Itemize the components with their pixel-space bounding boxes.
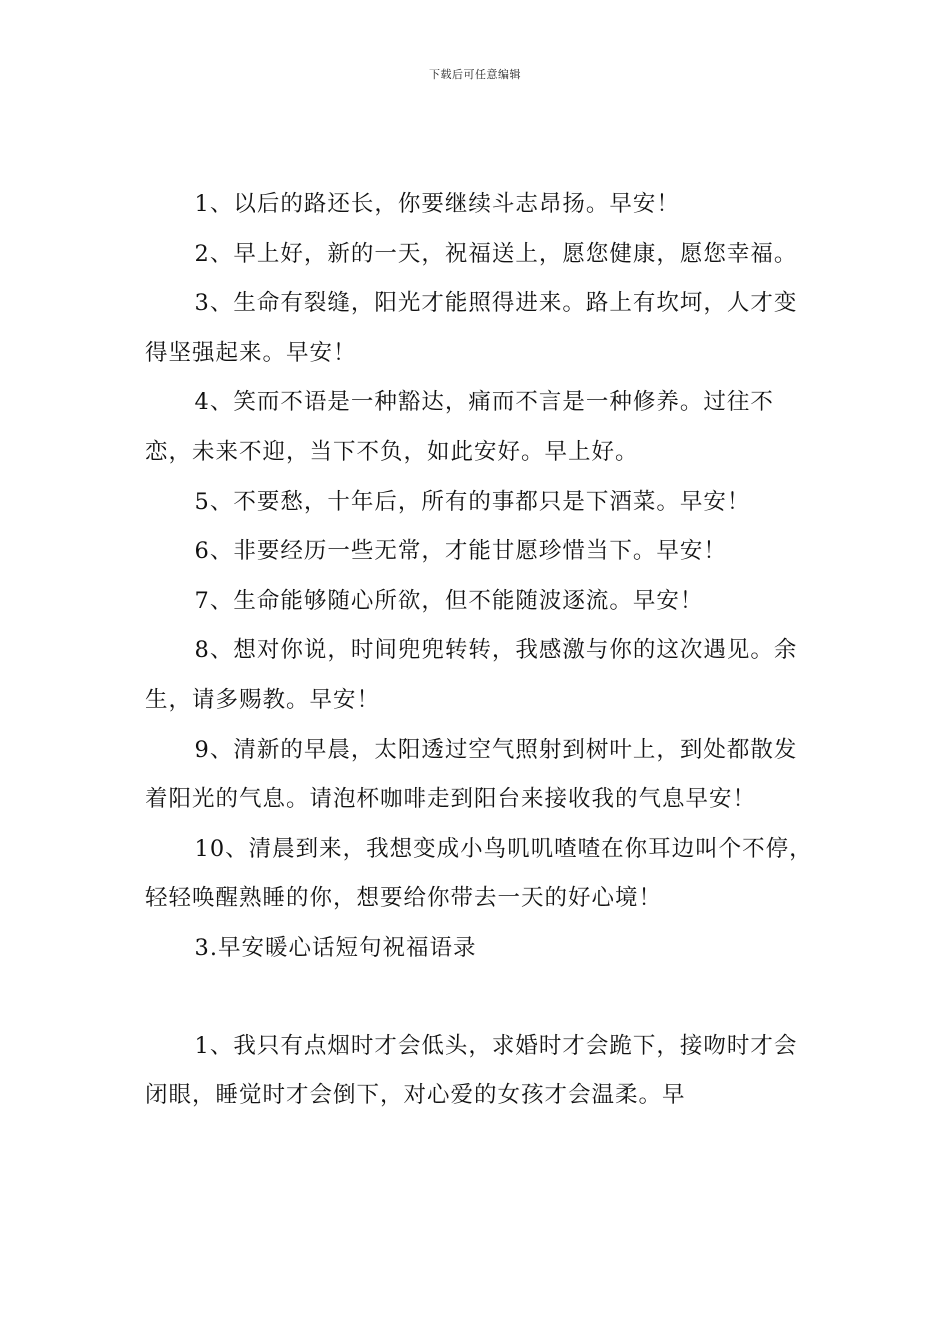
list-item: 2、早上好，新的一天，祝福送上，愿您健康，愿您幸福。 [194,240,798,267]
list-item: 3、生命有裂缝，阳光才能照得进来。路上有坎坷，人才变得坚强起来。早安！ [145,290,798,366]
list-item: 1、以后的路还长，你要继续斗志昂扬。早安！ [194,191,680,217]
list-item: 8、想对你说，时间兜兜转转，我感激与你的这次遇见。余生，请多赐教。早安！ [145,637,798,713]
page-header: 下载后可任意编辑 [429,68,521,81]
list-item: 7、生命能够随心所欲，但不能随波逐流。早安！ [194,587,704,614]
section-heading: 3.早安暖心话短句祝福语录 [194,934,477,961]
list-item: 9、清新的早晨，太阳透过空气照射到树叶上，到处都散发着阳光的气息。请泡杯咖啡走到阳台来接收我的气息早安！ [145,736,798,813]
list-item: 6、非要经历一些无常，才能甘愿珍惜当下。早安！ [194,538,727,565]
list-item: 10、清晨到来，我想变成小鸟叽叽喳喳在你耳边叫个不停，轻轻唤醒熟睡的你，想要给你带去一天的好心境！ [145,835,813,912]
list-item: 4、笑而不语是一种豁达，痛而不言是一种修养。过往不恋，未来不迎，当下不负，如此安好。早上好。 [145,389,774,465]
document-body [145,180,817,1121]
list-item: 5、不要愁，十年后，所有的事都只是下酒菜。早安！ [194,488,751,515]
list-item: 1、我只有点烟时才会低头，求婚时才会跪下，接吻时才会闭眼，睡觉时才会倒下，对心爱的女孩才会温柔。早 [145,1032,798,1109]
section-spacer [145,974,817,1022]
